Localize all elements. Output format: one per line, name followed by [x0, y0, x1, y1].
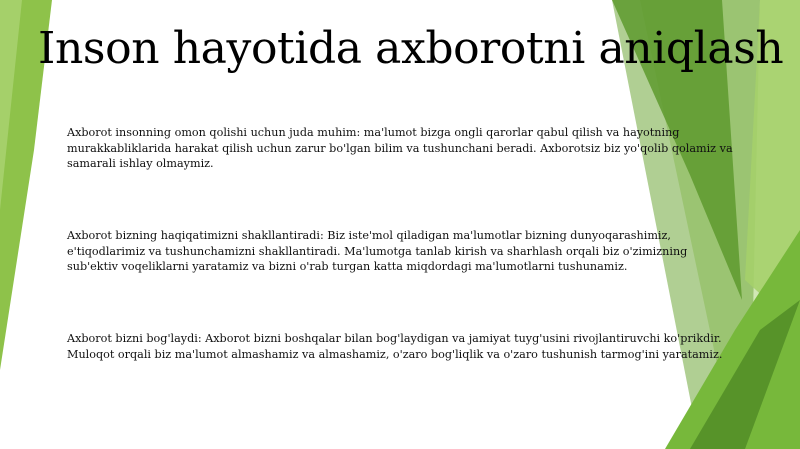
- paragraph-3: Axborot bizni bog'laydi: Axborot bizni boshqalar bilan bog'laydigan va jamiyat tuyg'usini rivojlantiruvchi ko'prikdir. Muloqot orqali biz ma'lumot almashamiz va almashamiz, o'zaro bog'liqlik va o'zaro tushunish tarmog'ini yaratamiz.: [67, 332, 723, 361]
- paragraph-2: Axborot bizning haqiqatimizni shakllantiradi: Biz iste'mol qiladigan ma'lumotlar bizning dunyoqarashimiz, e'tiqodlarimiz va tushunchamizni shakllantiradi. Ma'lumotga tanlab kirish va sharhlash orqali biz o'zimizning sub'ektiv voqeliklarni yaratamiz va bizni o'rab turgan katta miqdordagi ma'lumotlarni tushunamiz.: [67, 229, 688, 273]
- slide-title: Inson hayotida axborotni aniqlash: [38, 23, 784, 74]
- paragraph-1: Axborot insonning omon qolishi uchun juda muhim: ma'lumot bizga ongli qarorlar qabul qilish va hayotning murakkabliklarida harakat qilish uchun zarur bo'lgan bilim va tushunchani beradi. Axborotsiz biz yo'qolib qolamiz va samarali ishlay olmaymiz.: [67, 126, 733, 170]
